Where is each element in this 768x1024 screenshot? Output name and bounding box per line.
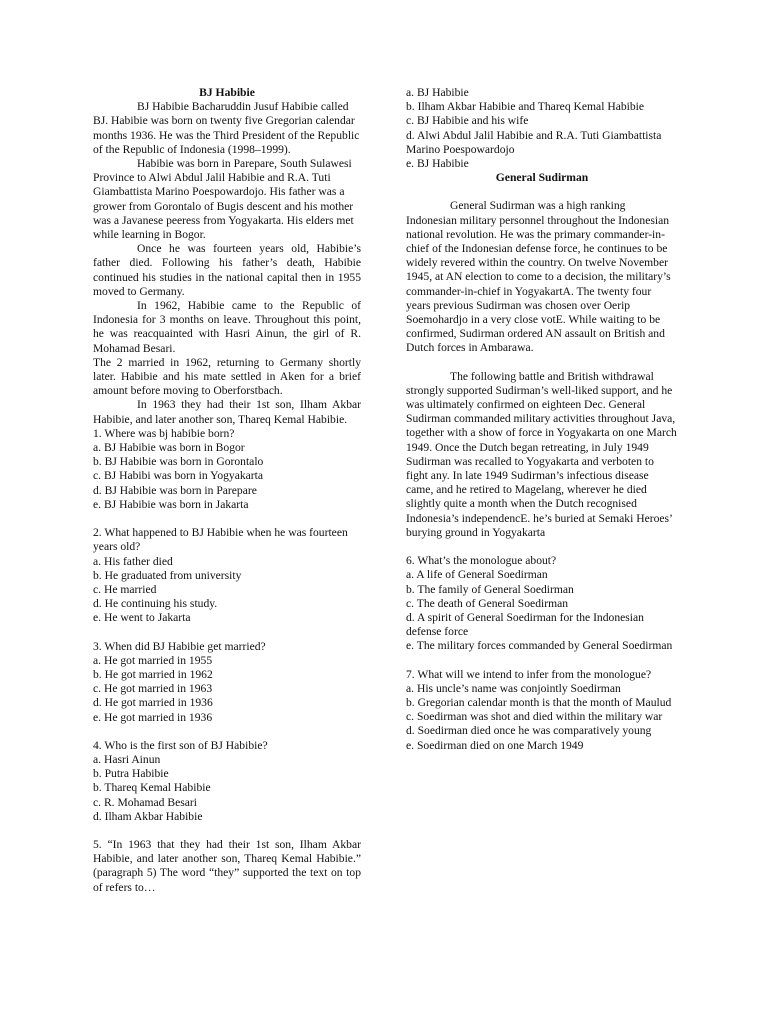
option: e. Soedirman died on one March 1949 bbox=[406, 738, 584, 752]
question-4 bbox=[93, 739, 361, 824]
paragraph-5: The 2 married in 1962, returning to Germany shortly later. Habibie and his mate settled in Aken for a brief amount before moving to Oberforstbach. bbox=[93, 355, 361, 398]
option: b. BJ Habibie was born in Gorontalo bbox=[93, 455, 264, 469]
option: a. His uncle’s name was conjointly Soedirman bbox=[406, 681, 621, 695]
option: a. He got married in 1955 bbox=[93, 653, 213, 667]
right-column bbox=[406, 86, 678, 767]
option: a. BJ Habibie was born in Bogor bbox=[93, 441, 245, 455]
option: e. The military forces commanded by General Soedirman bbox=[406, 639, 673, 653]
option: a. His father died bbox=[93, 554, 173, 568]
paragraph-6: In 1963 they had their 1st son, Ilham Akbar Habibie, and later another son, Thareq Kemal Habibie. bbox=[93, 398, 361, 426]
option: d. Soedirman died once he was comparatively young bbox=[406, 724, 652, 738]
option: d. He got married in 1936 bbox=[93, 696, 213, 710]
option: b. Thareq Kemal Habibie bbox=[93, 781, 211, 795]
paragraph-sudirman-1: General Sudirman was a high ranking Indonesian military personnel throughout the Indonesian national revolution. He was the primary commander-in-chief of the Indonesian defense force, he continues to be widely revered within the country. On twelve November 1945, at AN election to come to a decision, the military’s commander-in-chief in YogyakartA. The twenty four years previous Sudirman was chosen over Oerip Soemohardjo in a very close votE. While waiting to be confirmed, Sudirman ordered AN assault on British and Dutch forces in Ambarawa. bbox=[406, 199, 671, 355]
option: e. He went to Jakarta bbox=[93, 611, 191, 625]
option: a. BJ Habibie bbox=[406, 86, 469, 99]
article-title-habibie: BJ Habibie bbox=[199, 86, 255, 99]
question-text: 3. When did BJ Habibie get married? bbox=[93, 639, 266, 653]
option: c. The death of General Soedirman bbox=[406, 596, 569, 610]
question-7 bbox=[406, 668, 678, 753]
option: d. He continuing his study. bbox=[93, 597, 218, 611]
option: a. A life of General Soedirman bbox=[406, 568, 548, 582]
paragraph-2: Habibie was born in Parepare, South Sulawesi Province to Alwi Abdul Jalil Habibie and R.A. Tuti Giambattista Marino Poespowardojo. His father was a grower from Gorontalo of Bugis descent and his mother was a Javanese peeress from Yogyakarta. His elders met while learning in Bogor. bbox=[93, 157, 354, 242]
question-text: 2. What happened to BJ Habibie when he was fourteen years old? bbox=[93, 526, 348, 554]
option: c. R. Mohamad Besari bbox=[93, 795, 197, 809]
option: c. BJ Habibi was born in Yogyakarta bbox=[93, 469, 264, 483]
paragraph-3: Once he was fourteen years old, Habibie’s father died. Following his father’s death, Habibie continued his studies in the national capital then in 1955 moved to Germany. bbox=[93, 242, 361, 298]
option: b. He got married in 1962 bbox=[93, 667, 213, 681]
question-text: 6. What’s the monologue about? bbox=[406, 554, 557, 568]
option: b. The family of General Soedirman bbox=[406, 582, 574, 596]
option: d. Ilham Akbar Habibie bbox=[93, 809, 203, 823]
option: b. Gregorian calendar month is that the month of Maulud bbox=[406, 695, 672, 709]
question-text: 4. Who is the first son of BJ Habibie? bbox=[93, 738, 268, 752]
paragraph-sudirman-2: The following battle and British withdrawal strongly supported Sudirman’s well-liked support, and he was ultimately confirmed on eighteen Dec. General Sudirman commanded military activities throughout Java, together with a show of force in Yogyakarta on one March 1949. Once the Dutch began retreating, in July 1949 Sudirman was recalled to Yogyakarta and verboten to fight any. In late 1949 Sudirman’s infectious disease came, and he retired to Magelang, wherever he died slightly quite a month when the Dutch recognised Indonesia’s independencE. he’s buried at Semaki Heroes’ burying ground in Yogyakarta bbox=[406, 369, 677, 539]
question-text: 7. What will we intend to infer from the monologue? bbox=[406, 667, 652, 681]
option: b. Ilham Akbar Habibie and Thareq Kemal Habibie bbox=[406, 100, 645, 114]
question-text: 5. “In 1963 that they had their 1st son, Ilham Akbar Habibie, and later another son, Thareq Kemal Habibie.” (paragraph 5) The word “they” supported the text on top of refers to… bbox=[93, 837, 361, 894]
option: c. BJ Habibie and his wife bbox=[406, 114, 529, 128]
option: e. He got married in 1936 bbox=[93, 710, 213, 724]
option: e. BJ Habibie bbox=[406, 157, 469, 171]
option: e. BJ Habibie was born in Jakarta bbox=[93, 497, 249, 511]
left-column bbox=[93, 86, 361, 895]
option: c. Soedirman was shot and died within the military war bbox=[406, 710, 663, 724]
question-1 bbox=[93, 427, 361, 512]
question-6 bbox=[406, 554, 678, 653]
question-3 bbox=[93, 640, 361, 725]
article-title-sudirman: General Sudirman bbox=[495, 171, 589, 185]
question-5 bbox=[93, 838, 361, 895]
option: c. He married bbox=[93, 582, 157, 596]
option: b. Putra Habibie bbox=[93, 767, 169, 781]
question-5-options bbox=[406, 86, 678, 171]
option: d. BJ Habibie was born in Parepare bbox=[93, 483, 257, 497]
option: d. Alwi Abdul Jalil Habibie and R.A. Tuti Giambattista Marino Poespowardojo bbox=[406, 128, 662, 156]
paragraph-1: BJ Habibie Bacharuddin Jusuf Habibie called BJ. Habibie was born on twenty five Gregorian calendar months 1936. He was the Third President of the Republic of the Republic of Indonesia (1998–1999). bbox=[93, 100, 360, 156]
option: d. A spirit of General Soedirman for the Indonesian defense force bbox=[406, 610, 644, 639]
option: b. He graduated from university bbox=[93, 568, 242, 582]
question-text: 1. Where was bj habibie born? bbox=[93, 426, 235, 440]
question-2 bbox=[93, 526, 361, 625]
option: c. He got married in 1963 bbox=[93, 682, 213, 696]
paragraph-4: In 1962, Habibie came to the Republic of Indonesia for 3 months on leave. Throughout this point, he was reacquainted with Hasri Ainun, the girl of R. Mohamad Besari. bbox=[93, 299, 361, 355]
option: a. Hasri Ainun bbox=[93, 752, 161, 766]
